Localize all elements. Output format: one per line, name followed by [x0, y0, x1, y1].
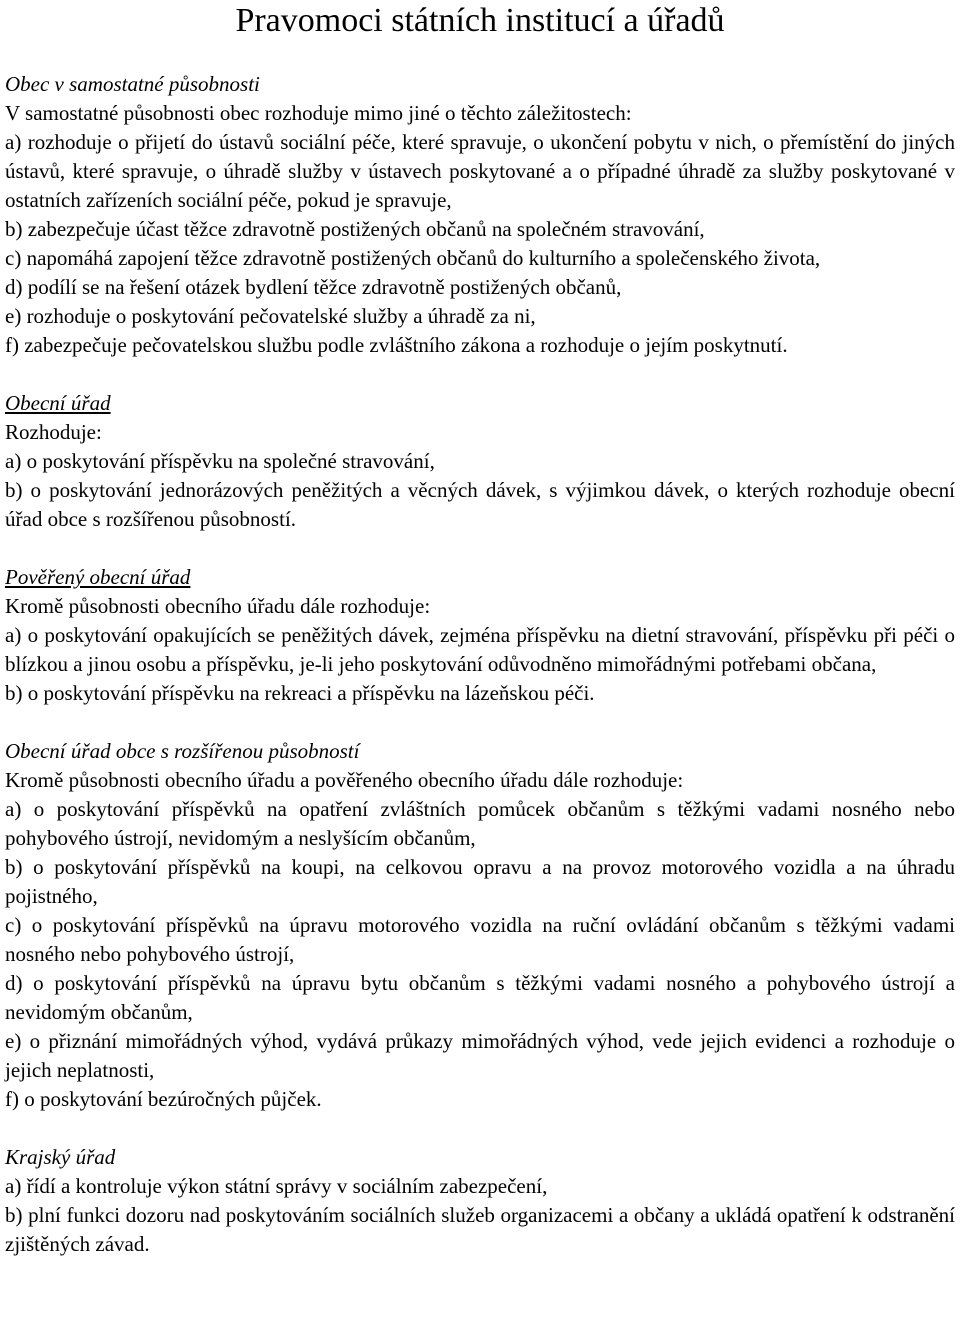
section-intro: Rozhoduje: — [5, 420, 102, 444]
list-item: b) plní funkci dozoru nad poskytováním sociálních služeb organizacemi a občany a ukládá opatření k odstranění zjištěných závad. — [5, 1203, 955, 1256]
list-item: c) napomáhá zapojení těžce zdravotně postižených občanů do kulturního a společenského života, — [5, 246, 821, 270]
section-krajsky-urad — [5, 1143, 955, 1259]
section-heading: Obecní úřad — [5, 391, 111, 415]
list-item: d) podílí se na řešení otázek bydlení těžce zdravotně postižených občanů, — [5, 275, 622, 299]
section-intro: V samostatné působnosti obec rozhoduje mimo jiné o těchto záležitostech: — [5, 101, 632, 125]
section-obecni-urad — [5, 389, 955, 534]
list-item: b) o poskytování příspěvků na koupi, na celkovou opravu a na provoz motorového vozidla a na úhradu pojistného, — [5, 855, 955, 908]
section-heading: Obecní úřad obce s rozšířenou působností — [5, 739, 360, 763]
section-povereny-obecni-urad — [5, 563, 955, 708]
section-intro: Kromě působnosti obecního úřadu dále rozhoduje: — [5, 594, 431, 618]
list-item: a) o poskytování opakujících se peněžitých dávek, zejména příspěvku na dietní stravování, příspěvku při péči o blízkou a jinou osobu a příspěvku, je-li jeho poskytování odůvodněno mimořádnými potřebami občana, — [5, 623, 955, 676]
list-item: b) o poskytování jednorázových peněžitých a věcných dávek, s výjimkou dávek, o kterých rozhoduje obecní úřad obce s rozšířenou působností. — [5, 478, 955, 531]
list-item: a) o poskytování příspěvků na opatření zvláštních pomůcek občanům s těžkými vadami nosného nebo pohybového ústrojí, nevidomým a neslyšícím občanům, — [5, 797, 955, 850]
list-item: d) o poskytování příspěvků na úpravu bytu občanům s těžkými vadami nosného a pohybového ústrojí a nevidomým občanům, — [5, 971, 955, 1024]
list-item: e) rozhoduje o poskytování pečovatelské služby a úhradě za ni, — [5, 304, 536, 328]
list-item: a) rozhoduje o přijetí do ústavů sociální péče, které spravuje, o ukončení pobytu v nich, o přemístění do jiných ústavů, které spravuje, o úhradě služby v ústavech poskytované a o případné úhradě za služby poskytované v ostatních zařízeních sociální péče, pokud je spravuje, — [5, 130, 955, 212]
list-item: a) o poskytování příspěvku na společné stravování, — [5, 449, 435, 473]
section-intro: Kromě působnosti obecního úřadu a pověřeného obecního úřadu dále rozhoduje: — [5, 768, 684, 792]
section-heading: Krajský úřad — [5, 1145, 116, 1169]
document-page — [5, 0, 955, 1259]
list-item: f) o poskytování bezúročných půjček. — [5, 1087, 322, 1111]
section-heading: Obec v samostatné působnosti — [5, 72, 260, 96]
list-item: b) o poskytování příspěvku na rekreaci a příspěvku na lázeňskou péči. — [5, 681, 595, 705]
page-title: Pravomoci státních institucí a úřadů — [235, 2, 725, 39]
section-obec-samostatna-pusobnost — [5, 70, 955, 360]
list-item: c) o poskytování příspěvků na úpravu motorového vozidla na ruční ovládání občanům s těžkými vadami nosného nebo pohybového ústrojí, — [5, 913, 955, 966]
list-item: a) řídí a kontroluje výkon státní správy v sociálním zabezpečení, — [5, 1174, 548, 1198]
section-obecni-urad-rozsirena-pusobnost — [5, 737, 955, 1114]
section-heading: Pověřený obecní úřad — [5, 565, 191, 589]
list-item: e) o přiznání mimořádných výhod, vydává průkazy mimořádných výhod, vede jejich evidenci a rozhoduje o jejich neplatnosti, — [5, 1029, 955, 1082]
list-item: b) zabezpečuje účast těžce zdravotně postižených občanů na společném stravování, — [5, 217, 705, 241]
list-item: f) zabezpečuje pečovatelskou službu podle zvláštního zákona a rozhoduje o jejím poskytnutí. — [5, 333, 788, 357]
